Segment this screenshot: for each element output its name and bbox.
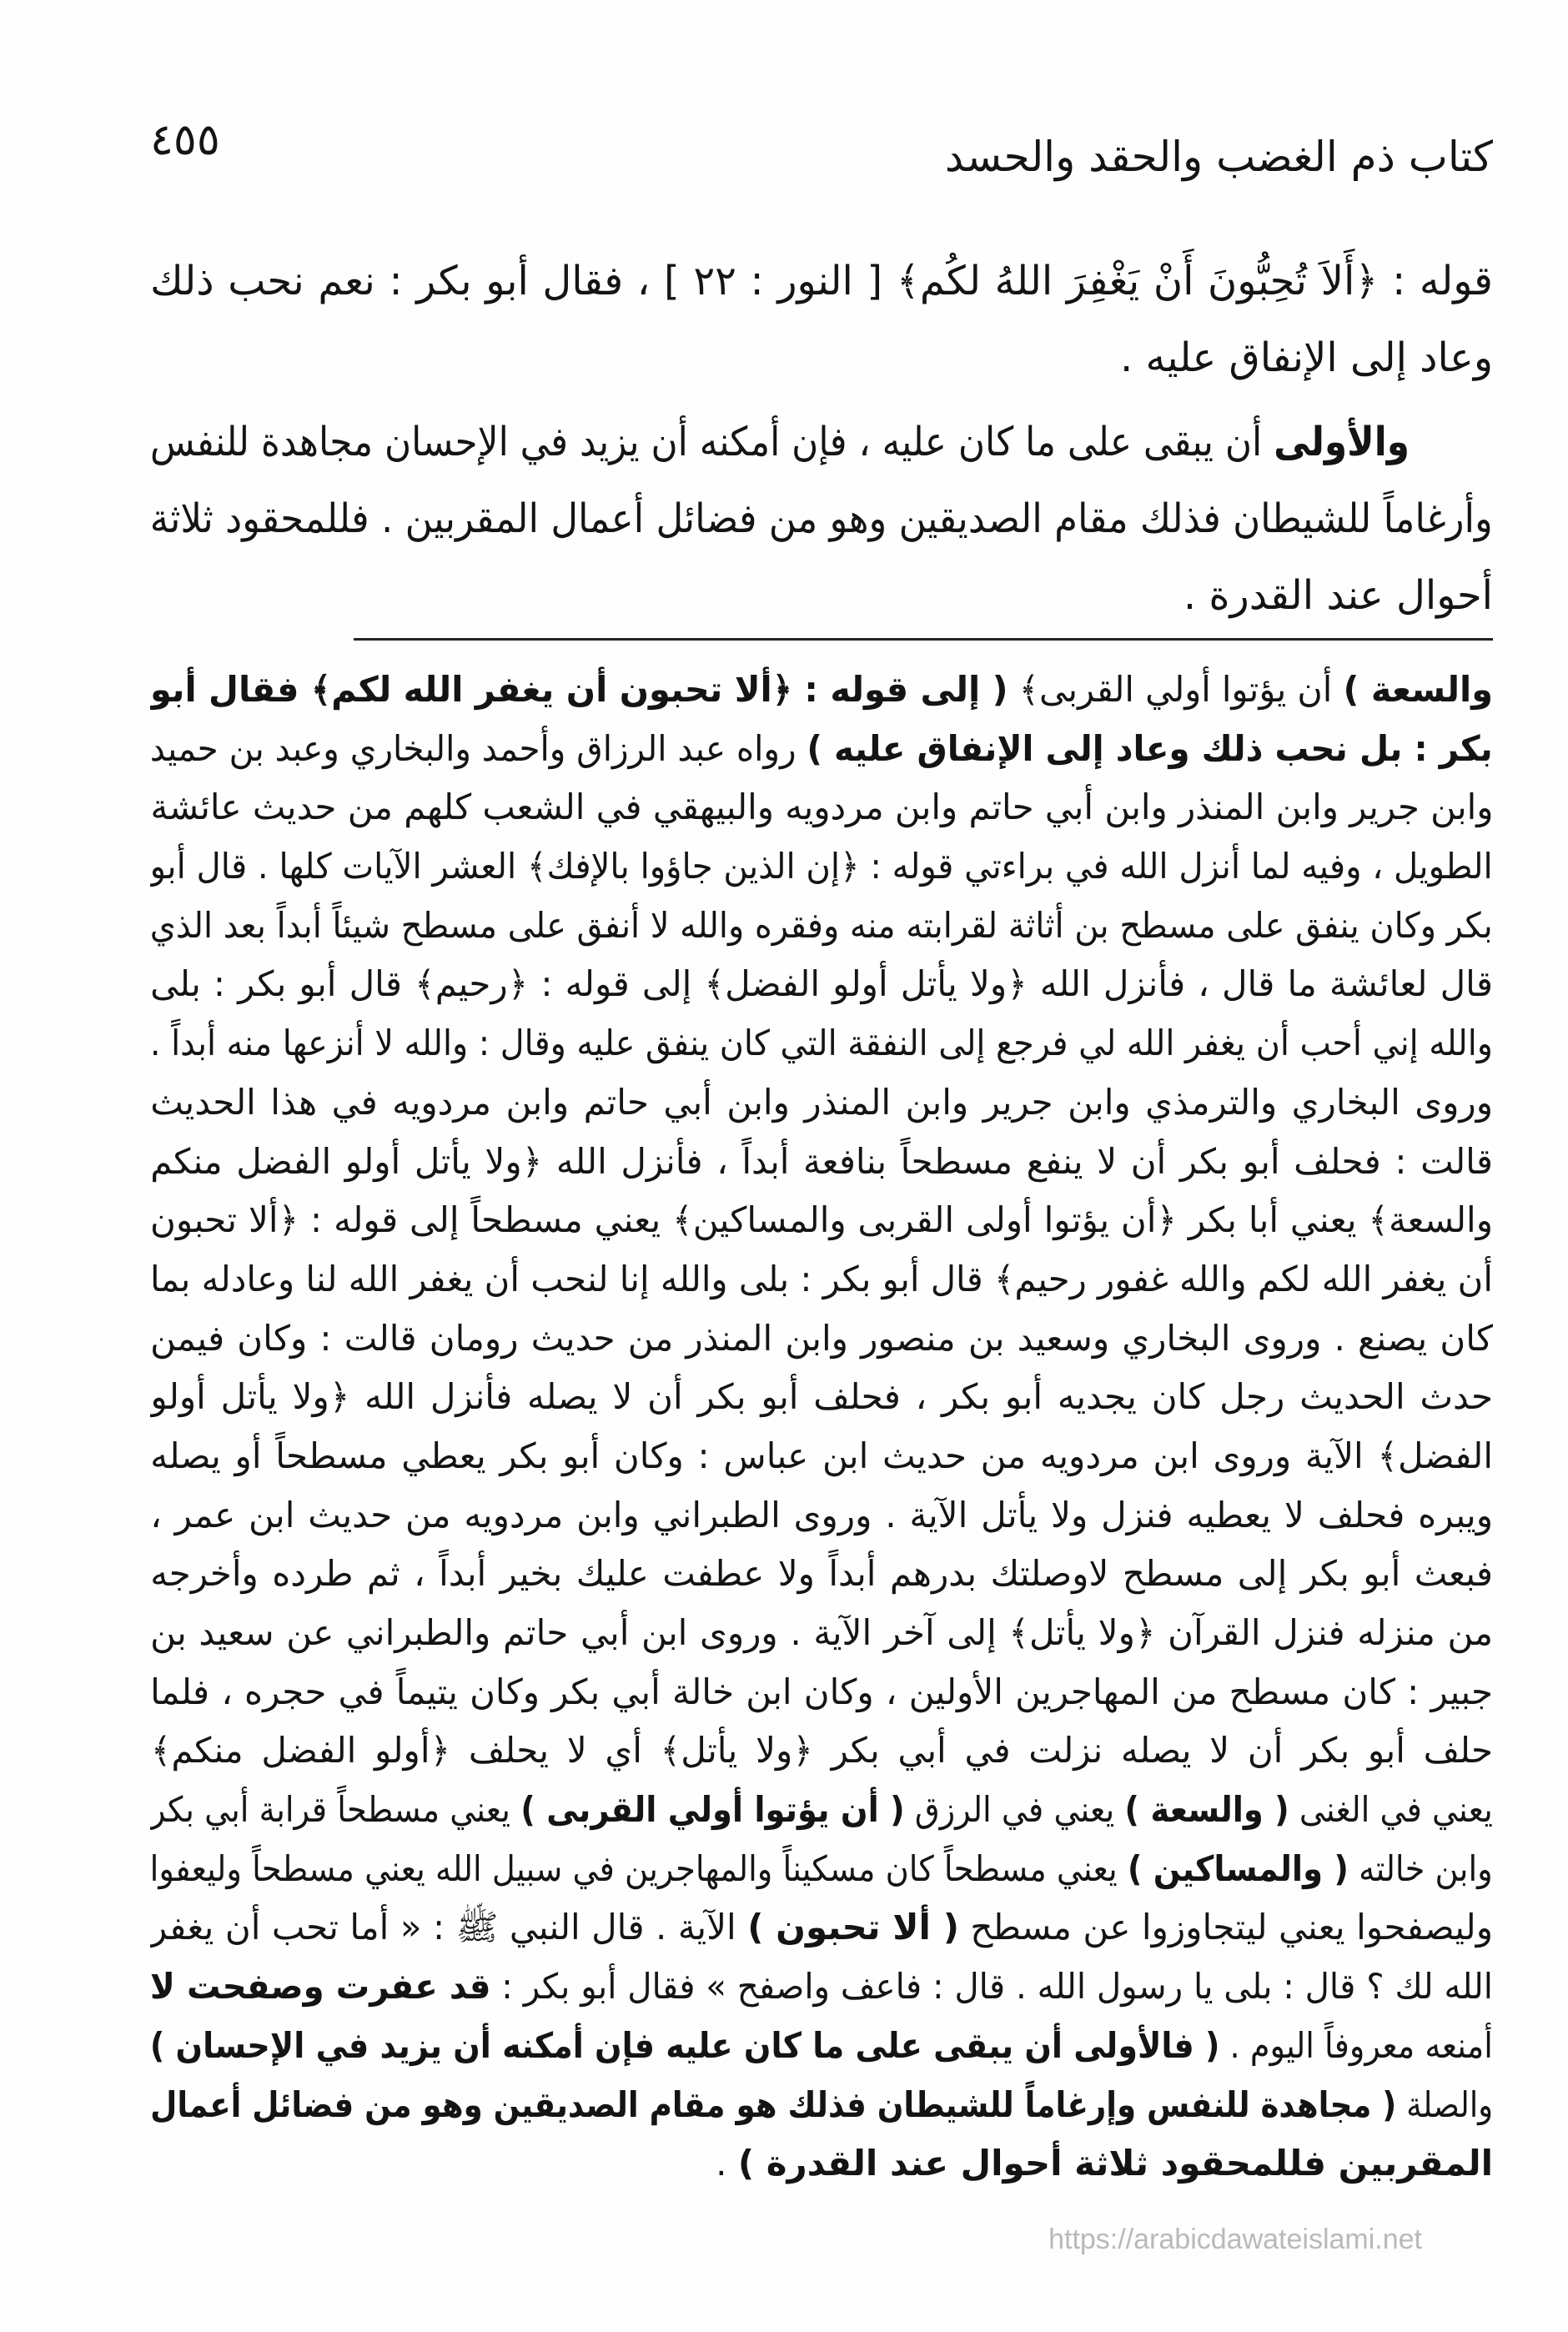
commentary-line-content	[150, 1133, 1493, 1192]
bold-text-run: ( فالأولى أن يبقى على ما كان عليه فإن أمكنه أن يزيد في الإحسان )	[150, 2024, 1220, 2066]
text-run: فبعث أبو بكر إلى مسطح لاوصلتك بدرهم أبداً ولا عطفت عليك بخير أبداً ، ثم طرده وأخرجه	[150, 1553, 1493, 1595]
commentary-line-content	[151, 1721, 1493, 1781]
text-run: والله إني أحب أن يغفر الله لي فرجع إلى النفقة التي كان ينفق عليه وقال : والله لا أنزعها منه أبداً .	[150, 1023, 1493, 1064]
commentary-line-content	[150, 778, 1493, 837]
text-run: وروى البخاري والترمذي وابن جرير وابن المنذر وابن أبي حاتم وابن مردويه في هذا الحديث	[150, 1081, 1493, 1123]
commentary-line-content	[150, 837, 1493, 897]
commentary-line	[150, 837, 1493, 897]
commentary-line	[150, 955, 1493, 1014]
commentary-line	[150, 1368, 1493, 1427]
commentary-line	[150, 1663, 1493, 1722]
commentary-line	[150, 897, 1493, 956]
commentary-line	[150, 720, 1493, 779]
text-run: والسعة﴾ يعني أبا بكر ﴿أن يؤتوا أولى القربى والمساكين﴾ يعني مسطحاً إلى قوله : ﴿ألا تحبون	[150, 1199, 1493, 1241]
bold-text-run: المقربين فللمحقود ثلاثة أحوال عند القدرة )	[737, 2143, 1493, 2184]
text-run: كان يصنع . وروى البخاري وسعيد بن منصور وابن المنذر من حديث رومان قالت : وكان فيمن	[150, 1317, 1493, 1359]
bold-text-run: بكر : بل نحب ذلك وعاد إلى الإنفاق عليه )	[807, 727, 1493, 769]
commentary-line	[150, 1309, 1493, 1369]
commentary-line	[150, 1781, 1493, 1840]
commentary-line-content	[150, 661, 1493, 720]
commentary-line-content	[150, 1781, 1493, 1840]
commentary-line-content	[150, 1191, 1493, 1250]
bold-text-run: ( والمساكين )	[1128, 1847, 1349, 1889]
commentary-line	[150, 1486, 1493, 1545]
text-run: الفضل﴾ الآية وروى ابن مردويه من حديث ابن عباس : وكان أبو بكر يعطي مسطحاً أو يصله	[150, 1435, 1493, 1476]
commentary-line-content	[150, 1898, 1493, 1958]
commentary-line-content	[716, 2134, 1493, 2194]
commentary-line	[150, 1191, 1493, 1250]
commentary-line	[150, 1250, 1493, 1309]
text-run: قالت : فحلف أبو بكر أن لا ينفع مسطحاً بنافعة أبداً ، فأنزل الله ﴿ولا يأتل أولو الفضل منكم	[150, 1140, 1493, 1182]
commentary-line-content	[150, 1486, 1493, 1545]
commentary-line-content	[150, 2017, 1493, 2076]
text-run: قال لعائشة ما قال ، فأنزل الله ﴿ولا يأتل أولو الفضل﴾ إلى قوله : ﴿رحيم﴾ قال أبو بكر : بلى	[150, 963, 1493, 1005]
commentary-line-content	[150, 1014, 1493, 1073]
main-text-line	[150, 319, 1493, 396]
commentary-line-content	[150, 897, 1493, 956]
main-text-line-content	[150, 404, 1410, 480]
commentary-line	[150, 1840, 1493, 1899]
text-run: رواه عبد الرزاق وأحمد والبخاري وعبد بن حميد	[150, 727, 807, 769]
bold-text-run: ( إلى قوله : ﴿ألا تحبون أن يغفر الله لكم﴾ فقال أبو	[150, 669, 1008, 710]
commentary-line	[150, 2134, 1493, 2194]
commentary-line-content	[150, 955, 1493, 1014]
text-run: يعني في الرزق	[904, 1789, 1125, 1831]
commentary-line-content	[150, 1604, 1493, 1663]
main-text-line	[150, 404, 1493, 480]
commentary-line	[150, 778, 1493, 837]
commentary-line-content	[150, 1073, 1493, 1133]
commentary-line-content	[150, 1545, 1493, 1604]
commentary-line	[150, 2076, 1493, 2135]
footnote-separator-rule	[354, 638, 1493, 641]
main-text-line	[150, 243, 1493, 319]
main-text-line-content	[1184, 557, 1493, 634]
bold-text-run: قد عفرت وصفحت لا	[150, 1966, 491, 2008]
bold-text-run: ( ألا تحبون )	[747, 1907, 959, 1948]
text-run: قوله : ﴿أَلاَ تُحِبُّونَ أَنْ يَغْفِرَ اللهُ لكُم﴾ [ النور : ٢٢ ] ، فقال أبو بكر : نعم نحب ذلك	[150, 258, 1493, 304]
text-run: ويبره فحلف لا يعطيه فنزل ولا يأتل الآية . وروى الطبراني وابن مردويه من حديث ابن عمر ،	[150, 1494, 1493, 1535]
text-run: حدث الحديث رجل كان يجديه أبو بكر ، فحلف أبو بكر أن لا يصله فأنزل الله ﴿ولا يأتل أولو	[150, 1376, 1493, 1418]
text-run: وعاد إلى الإنفاق عليه .	[1119, 334, 1493, 381]
main-text-line-content	[150, 243, 1493, 319]
bold-text-run: والأولى	[1274, 419, 1410, 465]
main-text-line-content	[150, 480, 1493, 557]
commentary-line	[150, 1958, 1493, 2017]
text-run: يعني في الغنى	[1289, 1789, 1493, 1831]
commentary-line-content	[150, 1250, 1493, 1309]
commentary-line-content	[150, 1840, 1493, 1899]
text-run: بكر وكان ينفق على مسطح بن أثاثة لقرابته منه وفقره والله لا أنفق على مسطح شيئاً أبداً بعد الذي	[150, 904, 1493, 946]
text-run: أمنعه معروفاً اليوم .	[1219, 2024, 1493, 2066]
bold-text-run: ( أن يؤتوا أولي القربى )	[520, 1789, 905, 1831]
text-run: وابن جرير وابن المنذر وابن أبي حاتم وابن مردويه والبيهقي في الشعب كلهم من حديث عائشة	[150, 787, 1493, 828]
text-run: أن يبقى على ما كان عليه ، فإن أمكنه أن يزيد في الإحسان مجاهدة للنفس	[150, 419, 1274, 465]
commentary-line	[150, 1014, 1493, 1073]
text-run: يعني مسطحاً كان مسكيناً والمهاجرين في سبيل الله يعني مسطحاً وليعفوا	[150, 1847, 1128, 1889]
text-run: الله لك ؟ قال : بلى يا رسول الله . قال : فاعف واصفح » فقال أبو بكر :	[490, 1966, 1493, 2008]
text-run: .	[716, 2143, 738, 2184]
text-run: أن يؤتوا أولي القربى﴾	[1008, 669, 1344, 710]
text-run: أحوال عند القدرة .	[1183, 572, 1493, 619]
commentary-line-content	[150, 1958, 1493, 2017]
commentary-line	[150, 1604, 1493, 1663]
main-paragraph	[150, 243, 1493, 396]
commentary-line	[150, 1721, 1493, 1781]
commentary-line	[150, 661, 1493, 720]
main-text-line-content	[1120, 319, 1493, 396]
commentary-line-content	[150, 1368, 1493, 1427]
commentary-line-content	[150, 1663, 1493, 1722]
commentary-line	[150, 1545, 1493, 1604]
main-text-line	[150, 557, 1493, 634]
text-run: من منزله فنزل القرآن ﴿ولا يأتل﴾ إلى آخر الآية . وروى ابن أبي حاتم والطبراني عن سعيد بن	[150, 1612, 1493, 1653]
main-text	[150, 243, 1493, 634]
text-run: الآية . قال النبي ﷺ : « أما تحب أن يغفر	[150, 1907, 748, 1948]
commentary-line	[150, 1133, 1493, 1192]
text-run: حلف أبو بكر أن لا يصله نزلت في أبي بكر ﴿ولا يأتل﴾ أي لا يحلف ﴿أولو الفضل منكم﴾	[150, 1730, 1493, 1772]
text-run: جبير : كان مسطح من المهاجرين الأولين ، وكان ابن خالة أبي بكر وكان يتيماً في حجره ، فلما	[150, 1671, 1493, 1712]
text-run: أن يغفر الله لكم والله غفور رحيم﴾ قال أبو بكر : بلى والله إنا لنحب أن يغفر الله لنا وعادله بما	[150, 1258, 1493, 1299]
bold-text-run: ( مجاهدة للنفس وإرغاماً للشيطان فذلك هو مقام الصديقين وهو من فضائل أعمال	[150, 2083, 1397, 2125]
commentary-line-content	[150, 2076, 1493, 2135]
text-run: وابن خالته	[1349, 1847, 1493, 1889]
text-run: الطويل ، وفيه لما أنزل الله في براءتي قوله : ﴿إن الذين جاؤوا بالإفك﴾ العشر الآيات كلها . قال أبو	[150, 846, 1493, 887]
commentary-line-content	[150, 1427, 1493, 1486]
text-run: وأرغاماً للشيطان فذلك مقام الصديقين وهو من فضائل أعمال المقربين . فللمحقود ثلاثة	[150, 495, 1493, 542]
commentary-text	[150, 661, 1493, 2194]
commentary-line	[150, 1427, 1493, 1486]
commentary-line	[150, 2017, 1493, 2076]
commentary-line-content	[150, 720, 1493, 779]
commentary-line	[150, 1073, 1493, 1133]
text-run: والصلة	[1396, 2083, 1493, 2125]
bold-text-run: ( والسعة )	[1124, 1789, 1289, 1831]
main-paragraph	[150, 404, 1493, 634]
page-number: ٤٥٥	[150, 115, 220, 165]
commentary-line-content	[150, 1309, 1493, 1369]
text-run: وليصفحوا يعني ليتجاوزوا عن مسطح	[958, 1907, 1493, 1948]
commentary-line	[150, 1898, 1493, 1958]
text-run: يعني مسطحاً قرابة أبي بكر	[150, 1789, 521, 1831]
watermark-url: https://arabicdawateislami.net	[1048, 2224, 1422, 2255]
running-header-title: كتاب ذم الغضب والحقد والحسد	[944, 133, 1493, 181]
bold-text-run: والسعة )	[1343, 669, 1493, 710]
main-text-line	[150, 480, 1493, 557]
